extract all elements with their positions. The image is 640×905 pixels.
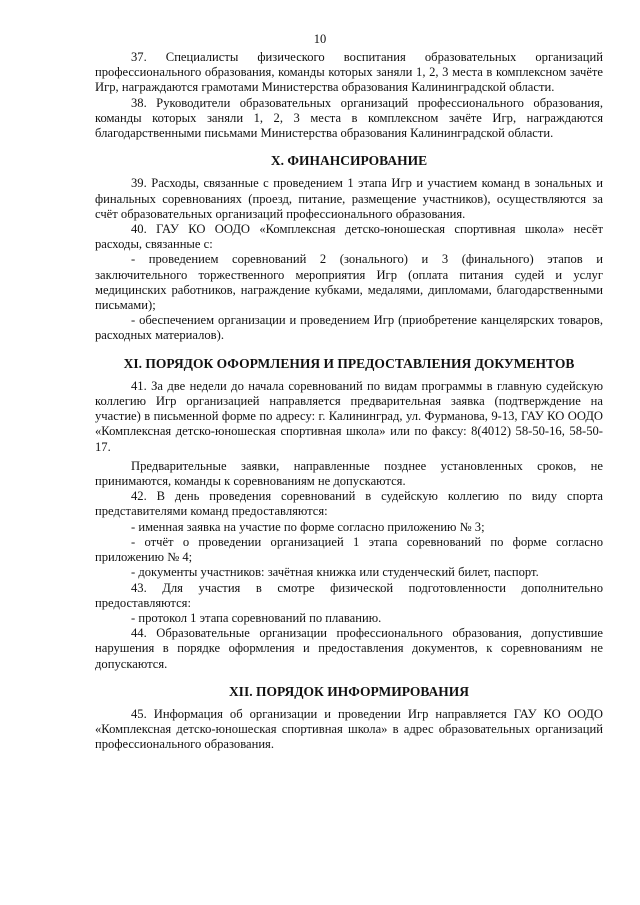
paragraph-40: 40. ГАУ КО ООДО «Комплексная детско-юношеская спортивная школа» несёт расходы, связанные с: <box>95 222 603 252</box>
document-body <box>95 50 603 753</box>
list-item: - именная заявка на участие по форме согласно приложению № 3; <box>131 519 485 534</box>
paragraph-45: 45. Информация об организации и проведении Игр направляется ГАУ КО ООДО «Комплексная детско-юношеская спортивная школа» в адрес образовательных организаций профессионального образования. <box>95 706 603 752</box>
paragraph-late-applications: Предварительные заявки, направленные позднее установленных сроков, не принимаются, команды к соревнованиям не допускаются. <box>95 458 603 489</box>
list-item: - документы участников: зачётная книжка или студенческий билет, паспорт. <box>131 565 539 580</box>
section-heading-x: X. ФИНАНСИРОВАНИЕ <box>270 153 428 169</box>
paragraph-42: 42. В день проведения соревнований в судейскую коллегию по виду спорта представителями команд предоставляются: <box>95 489 603 519</box>
page-number: 10 <box>313 32 327 46</box>
paragraph-38: 38. Руководители образовательных организаций профессионального образования, команды которых заняли 1, 2, 3 места в комплексном зачёте Игр, награждаются благодарственными письмами Министерства образования Калининградской области. <box>95 95 603 141</box>
paragraph-39: 39. Расходы, связанные с проведением 1 этапа Игр и участием команд в зональных и финальных соревнованиях (проезд, питание, размещение участников), осуществляются за счёт образовательных организаций профессионального образования. <box>95 176 603 221</box>
list-item: - отчёт о проведении организацией 1 этапа соревнований по форме согласно приложению № 4; <box>95 534 603 565</box>
paragraph-44: 44. Образовательные организации профессионального образования, допустившие нарушения в порядке оформления и предоставления документов, к соревнованиям не допускаются. <box>95 626 603 671</box>
section-heading-xi: XI. ПОРЯДОК ОФОРМЛЕНИЯ И ПРЕДОСТАВЛЕНИЯ ДОКУМЕНТОВ <box>123 355 575 371</box>
section-heading-xii: XII. ПОРЯДОК ИНФОРМИРОВАНИЯ <box>228 683 470 699</box>
list-item: - проведением соревнований 2 (зонального) и 3 (финального) этапов и заключительного торжественного мероприятия Игр (оплата питания судей и услуг медицинских работников, награждение кубками, медалями, дипломами, благодарственными письмами); <box>95 252 603 313</box>
paragraph-37: 37. Специалисты физического воспитания образовательных организаций профессионального образования, команды которых заняли 1, 2, 3 места в комплексном зачёте Игр, награждаются грамотами Министерства образования Калининградской области. <box>95 50 603 95</box>
paragraph-41: 41. За две недели до начала соревнований по видам программы в главную судейскую коллегию Игр организацией направляется предварительная заявка (подтверждение на участие) в письменной форме по адресу: г. Калининград, ул. Фурманова, 9-13, ГАУ КО ООДО «Комплексная детско-юношеская спортивная школа» или по факсу: 8(4012) 58-50-16, 58-50-17. <box>95 378 603 454</box>
paragraph-43: 43. Для участия в смотре физической подготовленности дополнительно предоставляются: <box>95 580 603 610</box>
list-item: - протокол 1 этапа соревнований по плаванию. <box>131 610 382 625</box>
list-item: - обеспечением организации и проведением Игр (приобретение канцелярских товаров, расходных материалов). <box>95 313 603 343</box>
